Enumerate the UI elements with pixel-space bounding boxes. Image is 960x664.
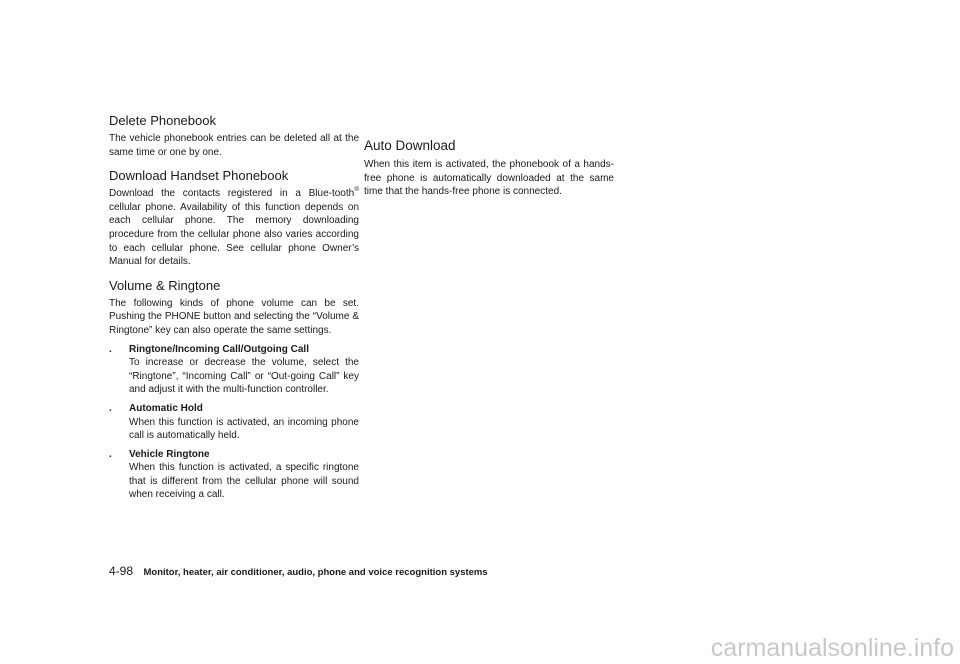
footer-section-title: Monitor, heater, air conditioner, audio, phone and voice recognition systems [143, 567, 488, 578]
bullet-marker: . [109, 343, 112, 355]
bullet-title: Automatic Hold [129, 402, 203, 414]
body-download-part2: cellular phone. Availability of this function depends on each cellular phone. The memory downloading procedure from the cellular phone also varies according to each cellular phone. See cellular phone Owner’s Manual for details. [109, 201, 359, 268]
section-volume-ringtone [109, 277, 359, 502]
heading-delete-phonebook: Delete Phonebook [109, 113, 216, 128]
heading-auto-download: Auto Download [364, 138, 456, 153]
watermark: carmanualsonline.info [710, 634, 954, 662]
right-column [364, 137, 614, 205]
page-footer [109, 562, 488, 580]
bullet-title: Vehicle Ringtone [129, 448, 210, 460]
bullet-vehicle-ringtone [109, 448, 359, 502]
body-volume-ringtone: The following kinds of phone volume can be set. Pushing the PHONE button and selecting the “Volume & Ringtone” key can also operate the same settings. [109, 297, 359, 336]
bullet-text: When this function is activated, a specific ringtone that is different from the cellular phone will sound when receiving a call. [129, 462, 359, 501]
bullet-text: To increase or decrease the volume, select the “Ringtone”, “Incoming Call” or “Out-going Call” key and adjust it with the multi-function controller. [129, 357, 359, 396]
bullet-automatic-hold [109, 402, 359, 443]
body-download-handset-phonebook [109, 187, 359, 269]
heading-volume-ringtone: Volume & Ringtone [109, 277, 221, 293]
bullet-ringtone-calls [109, 343, 359, 397]
body-delete-phonebook: The vehicle phonebook entries can be deleted all at the same time or one by one. [109, 133, 359, 158]
section-auto-download [364, 137, 614, 199]
bullet-marker: . [109, 448, 112, 460]
body-auto-download: When this item is activated, the phonebook of a hands-free phone is automatically downloaded at the same time that the hands-free phone is connected. [364, 159, 614, 198]
section-delete-phonebook [109, 112, 359, 159]
section-download-handset-phonebook [109, 167, 359, 269]
page-number: 4-98 [109, 564, 134, 578]
bullet-text: When this function is activated, an incoming phone call is automatically held. [129, 416, 359, 442]
body-download-part1: Download the contacts registered in a Blue-tooth [109, 188, 355, 200]
heading-download-handset-phonebook: Download Handset Phonebook [109, 168, 289, 184]
bullet-marker: . [109, 402, 112, 414]
bullet-title: Ringtone/Incoming Call/Outgoing Call [129, 343, 309, 355]
left-column [109, 112, 359, 508]
registered-mark: ® [354, 186, 359, 194]
